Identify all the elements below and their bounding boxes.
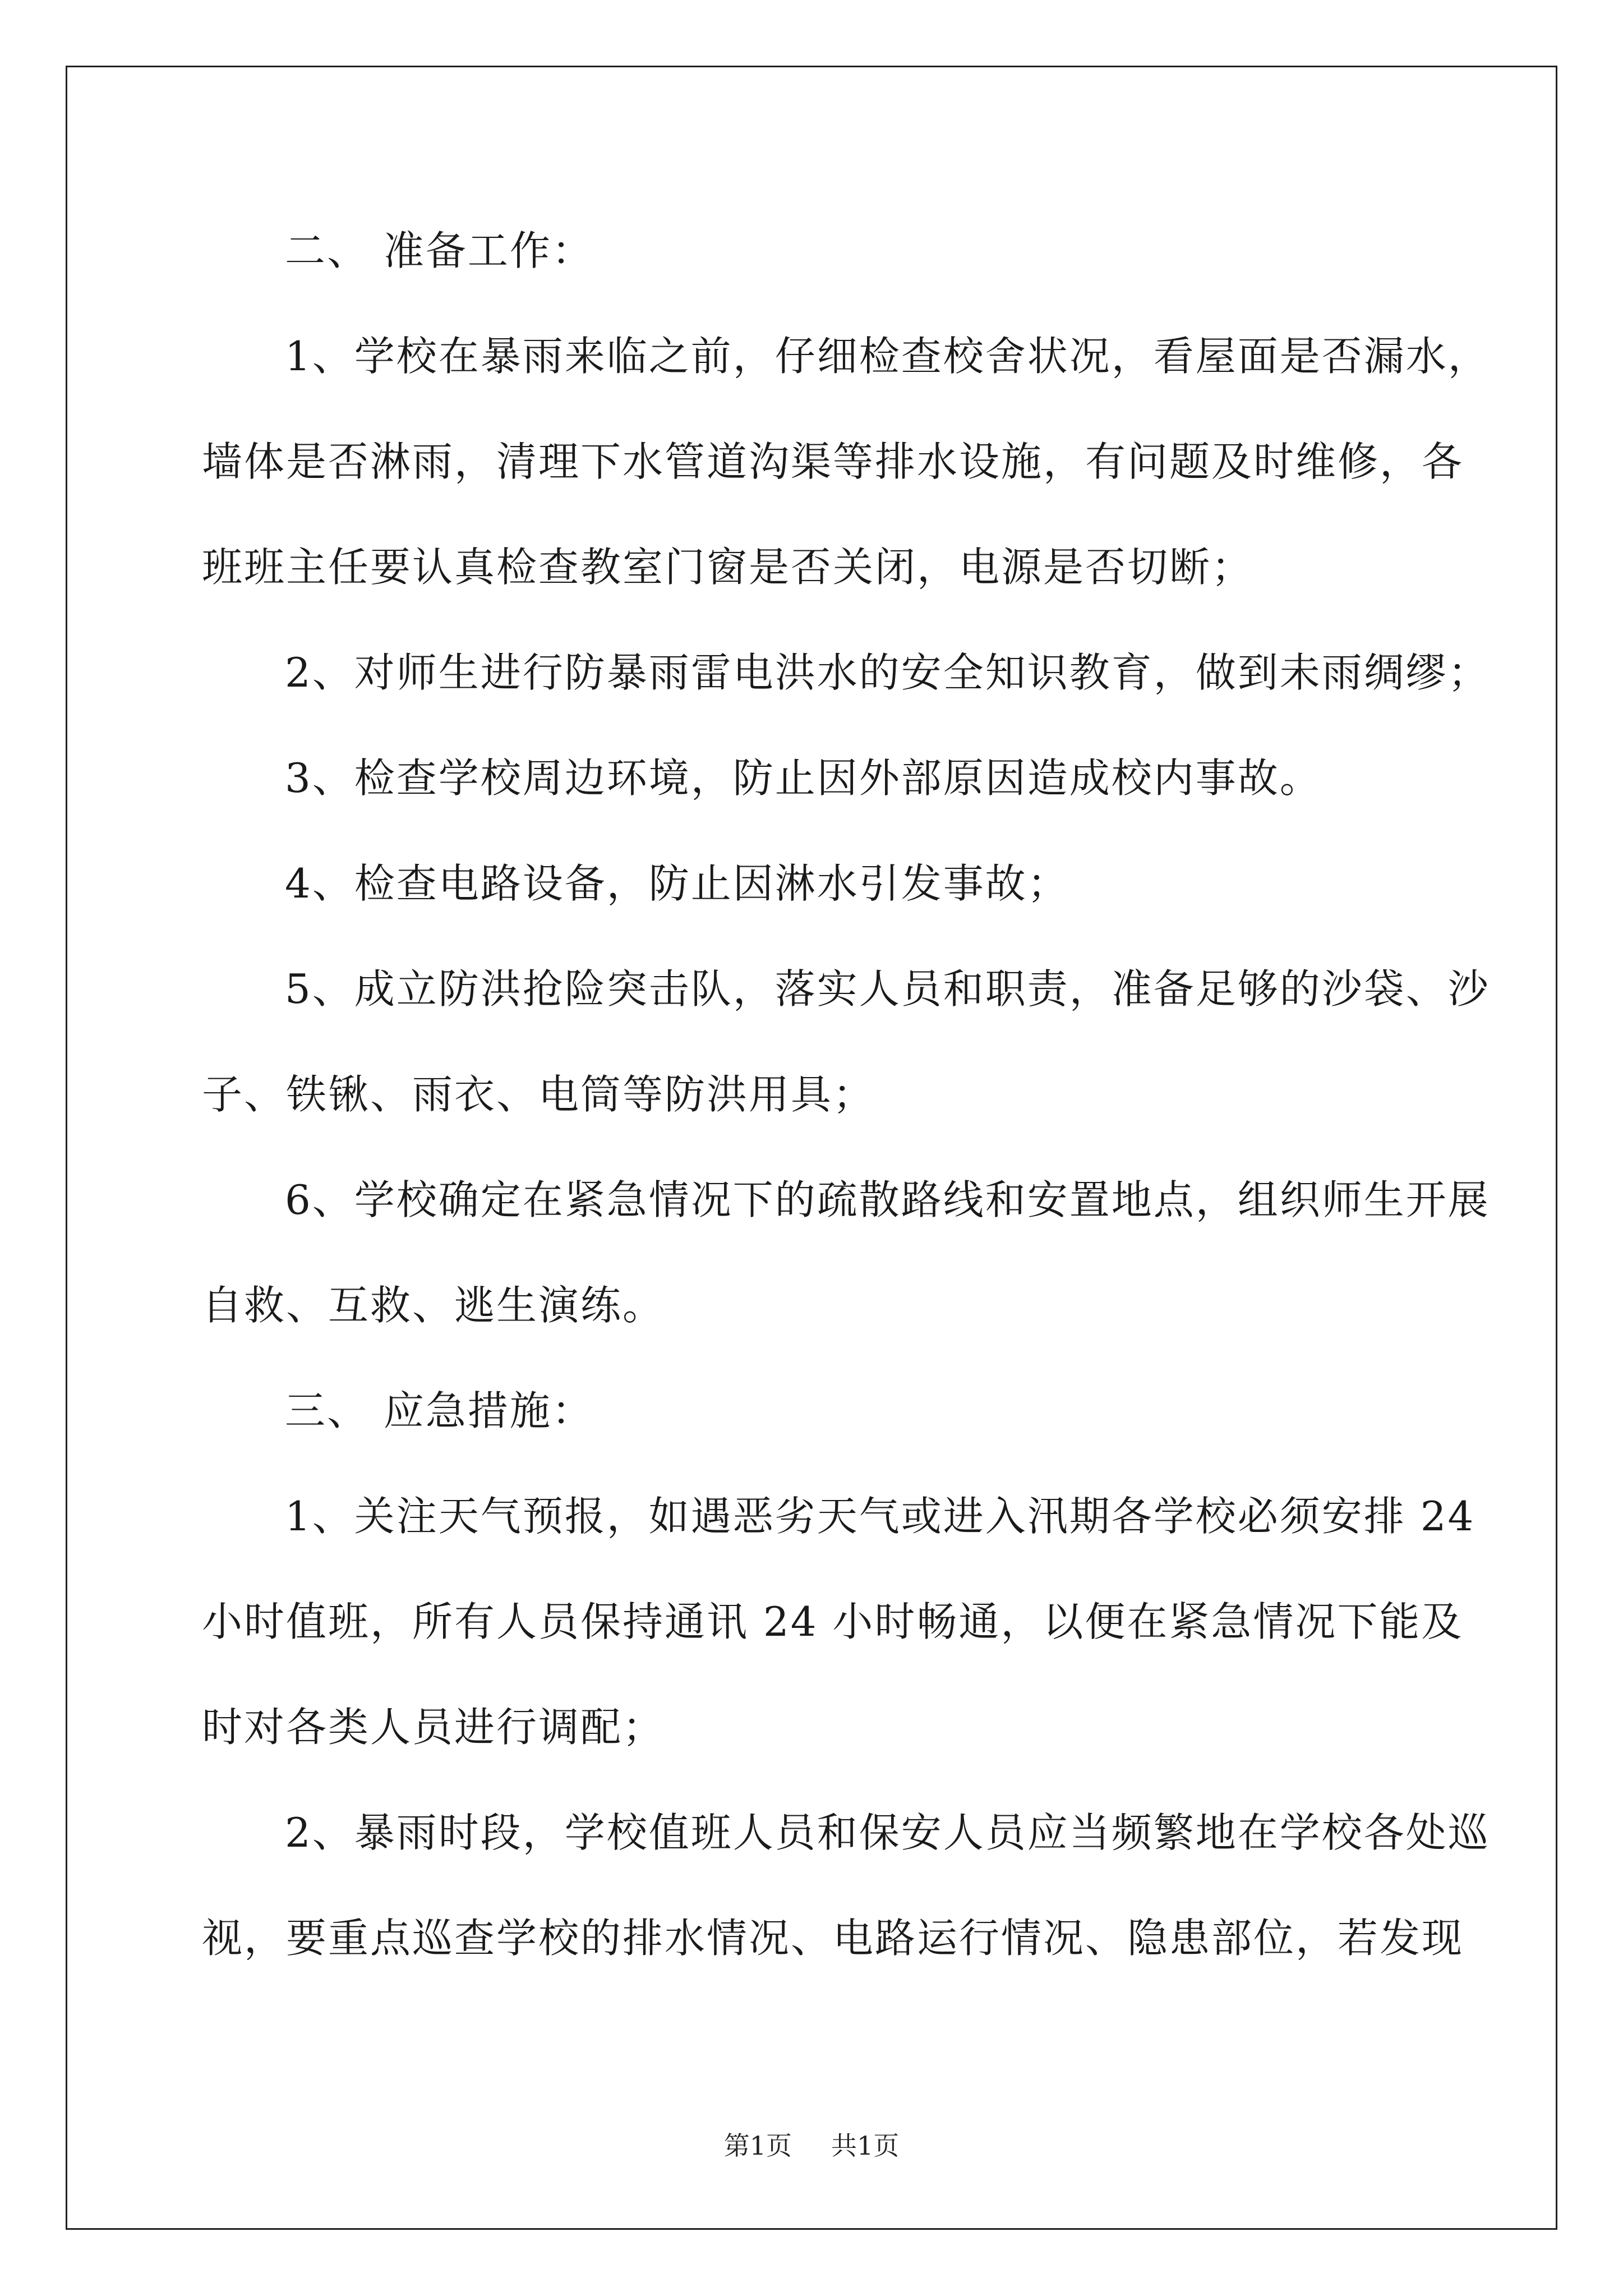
text-line: 视，要重点巡查学校的排水情况、电路运行情况、隐患部位，若发现 bbox=[202, 1915, 1464, 1962]
text-line: 1、关注天气预报，如遇恶劣天气或进入汛期各学校必须安排 24 bbox=[285, 1493, 1476, 1540]
text-line: 自救、互救、逃生演练。 bbox=[202, 1282, 665, 1329]
text-line: 子、铁锹、雨衣、电筒等防洪用具； bbox=[202, 1071, 875, 1118]
text-line: 班班主任要认真检查教室门窗是否关闭，电源是否切断； bbox=[202, 544, 1254, 591]
text-line: 1、学校在暴雨来临之前，仔细检查校舍状况，看屋面是否漏水， bbox=[285, 333, 1490, 380]
text-line: 墙体是否淋雨，清理下水管道沟渠等排水设施，有问题及时维修，各 bbox=[202, 438, 1464, 485]
text-line: 时对各类人员进行调配； bbox=[202, 1704, 665, 1751]
text-line: 4、检查电路设备，防止因淋水引发事故； bbox=[285, 860, 1069, 907]
text-line: 6、学校确定在紧急情况下的疏散路线和安置地点，组织师生开展 bbox=[285, 1176, 1490, 1223]
section-heading-preparation: 二、 准备工作： bbox=[285, 227, 594, 274]
section-heading-emergency-measures: 三、 应急措施： bbox=[285, 1387, 594, 1434]
document-body bbox=[202, 224, 1490, 2017]
page-number-current: 第1页 bbox=[723, 2131, 792, 2161]
page-number-total: 共1页 bbox=[831, 2131, 900, 2161]
page-footer bbox=[0, 2129, 1623, 2162]
text-line: 5、成立防洪抢险突击队，落实人员和职责，准备足够的沙袋、沙 bbox=[285, 965, 1490, 1013]
text-line: 2、暴雨时段，学校值班人员和保安人员应当频繁地在学校各处巡 bbox=[285, 1809, 1490, 1856]
text-line: 小时值班，所有人员保持通讯 24 小时畅通，以便在紧急情况下能及 bbox=[202, 1598, 1464, 1645]
text-line: 2、对师生进行防暴雨雷电洪水的安全知识教育，做到未雨绸缪； bbox=[285, 649, 1490, 696]
text-line: 3、检查学校周边环境，防止因外部原因造成校内事故。 bbox=[285, 754, 1322, 802]
